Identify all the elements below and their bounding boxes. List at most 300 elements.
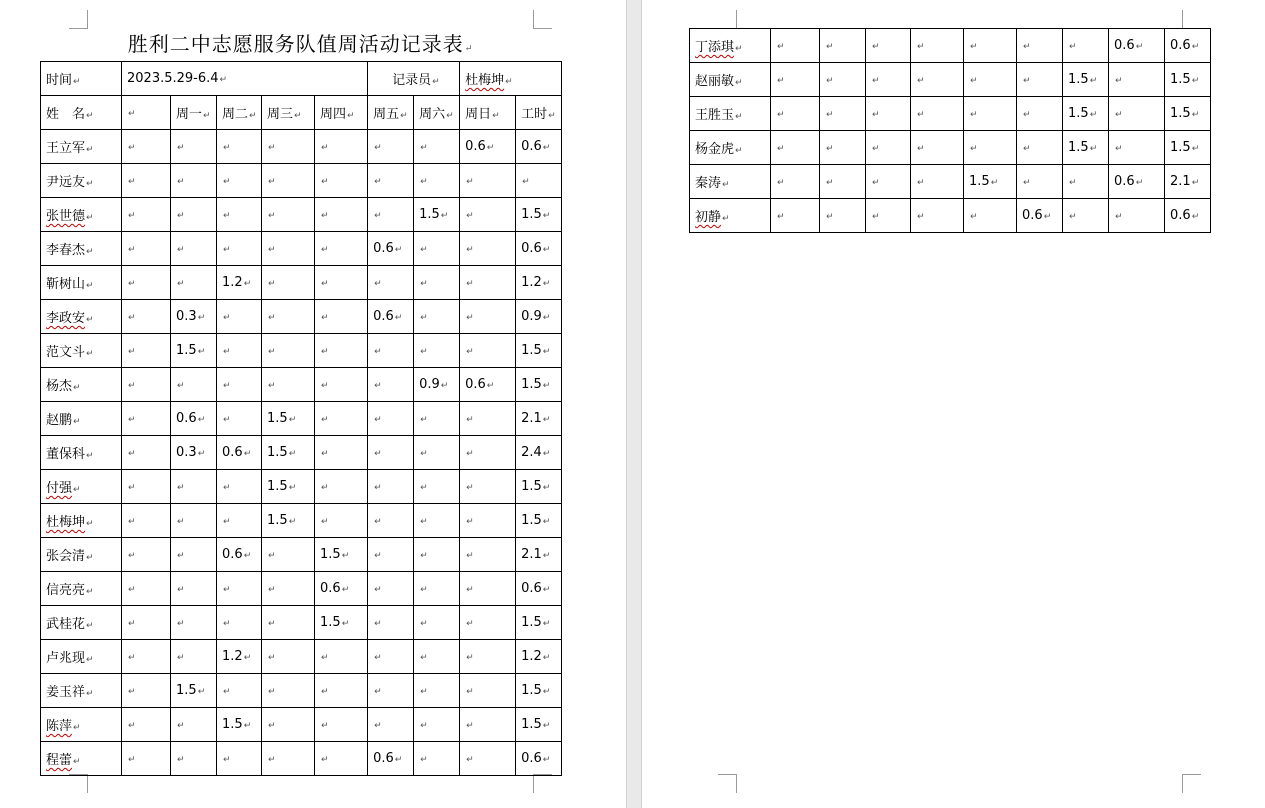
day-hours-cell[interactable] (414, 300, 460, 334)
day-hours-cell[interactable] (866, 165, 911, 199)
day-hours-cell[interactable] (460, 402, 516, 436)
day-hours-cell[interactable] (315, 334, 368, 368)
day-hours-cell[interactable] (820, 29, 866, 63)
volunteer-name-cell[interactable] (41, 708, 122, 742)
hours-total-cell[interactable] (516, 300, 562, 334)
day-hours-cell[interactable] (866, 131, 911, 165)
day-hours-cell[interactable] (368, 402, 414, 436)
day-hours-cell[interactable] (122, 164, 171, 198)
volunteer-name-cell[interactable] (41, 640, 122, 674)
day-hours-cell[interactable] (460, 470, 516, 504)
volunteer-name-cell[interactable] (41, 538, 122, 572)
day-hours-cell[interactable] (262, 436, 315, 470)
day-hours-cell[interactable] (1063, 131, 1109, 165)
day-hours-cell[interactable] (460, 300, 516, 334)
day-hours-cell[interactable] (217, 198, 262, 232)
day-hours-cell[interactable] (460, 538, 516, 572)
hours-total-cell[interactable] (516, 742, 562, 776)
paragraph-mark-icon: ↵ (321, 279, 329, 289)
day-hours-cell[interactable] (414, 232, 460, 266)
day-hours-cell[interactable] (820, 199, 866, 233)
hours-total-cell[interactable] (516, 198, 562, 232)
volunteer-name-cell[interactable] (690, 165, 771, 199)
day-hours-cell[interactable] (122, 470, 171, 504)
hours-total-cell[interactable] (1165, 131, 1211, 165)
day-hours-cell[interactable] (262, 674, 315, 708)
time-label[interactable]: 时间↵ (41, 62, 122, 96)
day-hours-cell[interactable] (820, 97, 866, 131)
day-hours-cell[interactable] (1063, 165, 1109, 199)
day-hours-cell[interactable] (820, 63, 866, 97)
day-hours-cell[interactable] (460, 640, 516, 674)
day-hours-cell-text: 0.6 (222, 547, 243, 562)
volunteer-name-cell[interactable] (41, 198, 122, 232)
volunteer-name-cell[interactable] (41, 130, 122, 164)
day-hours-cell[interactable] (964, 131, 1017, 165)
day-hours-cell[interactable] (315, 640, 368, 674)
day-hours-cell[interactable] (1017, 165, 1063, 199)
day-hours-cell[interactable] (368, 640, 414, 674)
day-hours-cell[interactable] (171, 708, 217, 742)
day-hours-cell[interactable] (368, 742, 414, 776)
day-hours-cell[interactable] (771, 29, 820, 63)
hours-total-cell[interactable] (1165, 29, 1211, 63)
day-hours-cell[interactable] (414, 538, 460, 572)
hours-total-cell[interactable] (1165, 199, 1211, 233)
day-hours-cell[interactable] (171, 674, 217, 708)
hours-total-cell[interactable] (516, 232, 562, 266)
paragraph-mark-icon: ↵ (73, 77, 81, 87)
day-hours-cell[interactable] (414, 640, 460, 674)
day-hours-cell[interactable] (262, 538, 315, 572)
day-hours-cell[interactable] (315, 674, 368, 708)
day-hours-cell[interactable] (460, 436, 516, 470)
day-hours-cell[interactable] (1017, 63, 1063, 97)
hours-total-cell[interactable] (516, 538, 562, 572)
day-hours-cell[interactable] (368, 572, 414, 606)
day-hours-cell[interactable] (315, 130, 368, 164)
day-hours-cell[interactable] (217, 470, 262, 504)
paragraph-mark-icon: ↵ (321, 143, 329, 153)
day-hours-cell[interactable] (262, 708, 315, 742)
day-hours-cell[interactable] (414, 130, 460, 164)
day-hours-cell[interactable] (911, 63, 964, 97)
paragraph-mark-icon: ↵ (466, 551, 474, 561)
day-hours-cell[interactable] (911, 199, 964, 233)
time-value[interactable]: 2023.5.29-6.4↵ (122, 62, 368, 96)
day-hours-cell[interactable] (262, 198, 315, 232)
day-hours-cell[interactable] (460, 368, 516, 402)
day-hours-cell[interactable] (315, 538, 368, 572)
volunteer-name-cell[interactable] (41, 572, 122, 606)
day-hours-cell[interactable] (315, 266, 368, 300)
day-hours-cell[interactable] (414, 198, 460, 232)
day-hours-cell[interactable] (315, 300, 368, 334)
day-hours-cell[interactable] (1063, 97, 1109, 131)
day-hours-cell[interactable] (911, 131, 964, 165)
volunteer-name-cell[interactable] (41, 368, 122, 402)
day-hours-cell[interactable] (315, 402, 368, 436)
hours-total-cell[interactable] (516, 402, 562, 436)
header-cell-text: 工时 (521, 107, 548, 122)
hours-total-cell-text: 1.5 (521, 377, 542, 392)
day-hours-cell[interactable] (820, 131, 866, 165)
paragraph-mark-icon: ↵ (1023, 178, 1031, 188)
day-hours-cell[interactable] (262, 300, 315, 334)
hours-total-cell[interactable] (516, 436, 562, 470)
day-hours-cell[interactable] (171, 606, 217, 640)
day-hours-cell[interactable] (171, 640, 217, 674)
volunteer-name-cell[interactable] (41, 470, 122, 504)
volunteer-name-cell[interactable] (41, 436, 122, 470)
paragraph-mark-icon: ↵ (321, 313, 329, 323)
day-hours-cell[interactable] (368, 266, 414, 300)
day-hours-cell[interactable] (368, 232, 414, 266)
hours-total-cell[interactable] (516, 606, 562, 640)
day-hours-cell[interactable] (460, 164, 516, 198)
header-cell[interactable] (460, 96, 516, 130)
day-hours-cell[interactable] (1063, 29, 1109, 63)
day-hours-cell[interactable] (122, 674, 171, 708)
day-hours-cell[interactable] (368, 674, 414, 708)
volunteer-name-cell[interactable] (41, 674, 122, 708)
day-hours-cell[interactable] (217, 164, 262, 198)
day-hours-cell[interactable] (217, 334, 262, 368)
day-hours-cell[interactable] (1017, 97, 1063, 131)
day-hours-cell[interactable] (1109, 131, 1165, 165)
day-hours-cell[interactable] (1109, 165, 1165, 199)
header-cell[interactable] (368, 96, 414, 130)
day-hours-cell-text: 1.5 (320, 547, 341, 562)
day-hours-cell[interactable] (171, 742, 217, 776)
hours-total-cell-text: 1.5 (521, 683, 542, 698)
day-hours-cell[interactable] (122, 504, 171, 538)
day-hours-cell[interactable] (368, 368, 414, 402)
day-hours-cell[interactable] (771, 97, 820, 131)
day-hours-cell[interactable] (460, 742, 516, 776)
header-cell-text: 周一 (176, 107, 203, 122)
day-hours-cell[interactable] (217, 640, 262, 674)
day-hours-cell[interactable] (866, 63, 911, 97)
day-hours-cell[interactable] (911, 97, 964, 131)
header-cell[interactable] (315, 96, 368, 130)
day-hours-cell[interactable] (315, 232, 368, 266)
day-hours-cell[interactable] (460, 708, 516, 742)
volunteer-name-cell[interactable] (41, 300, 122, 334)
day-hours-cell[interactable] (460, 198, 516, 232)
paragraph-mark-icon: ↵ (268, 619, 276, 629)
hours-total-cell[interactable] (1165, 97, 1211, 131)
day-hours-cell[interactable] (262, 368, 315, 402)
day-hours-cell[interactable] (771, 165, 820, 199)
paragraph-mark-icon: ↵ (223, 177, 231, 187)
day-hours-cell[interactable] (171, 164, 217, 198)
day-hours-cell[interactable] (217, 436, 262, 470)
day-hours-cell[interactable] (122, 266, 171, 300)
day-hours-cell[interactable] (368, 538, 414, 572)
day-hours-cell[interactable] (820, 165, 866, 199)
table-row (41, 708, 562, 742)
day-hours-cell[interactable] (217, 266, 262, 300)
day-hours-cell[interactable] (460, 572, 516, 606)
volunteer-name-cell[interactable] (690, 29, 771, 63)
day-hours-cell[interactable] (122, 572, 171, 606)
volunteer-name-cell[interactable] (690, 97, 771, 131)
day-hours-cell[interactable] (460, 130, 516, 164)
day-hours-cell[interactable] (1109, 97, 1165, 131)
day-hours-cell[interactable] (460, 504, 516, 538)
day-hours-cell[interactable] (122, 334, 171, 368)
day-hours-cell[interactable] (771, 199, 820, 233)
day-hours-cell[interactable] (217, 742, 262, 776)
hours-total-cell[interactable] (516, 130, 562, 164)
day-hours-cell[interactable] (1017, 131, 1063, 165)
paragraph-mark-icon: ↵ (917, 110, 925, 120)
day-hours-cell[interactable] (122, 640, 171, 674)
day-hours-cell[interactable] (866, 199, 911, 233)
day-hours-cell[interactable] (315, 742, 368, 776)
day-hours-cell[interactable] (315, 572, 368, 606)
recorder-value[interactable]: 杜梅坤↵ (460, 62, 562, 96)
hours-total-cell[interactable] (516, 504, 562, 538)
day-hours-cell[interactable] (217, 504, 262, 538)
day-hours-cell[interactable] (262, 504, 315, 538)
day-hours-cell[interactable] (171, 334, 217, 368)
day-hours-cell[interactable] (1109, 63, 1165, 97)
volunteer-name-cell-text: 武桂花 (46, 617, 86, 632)
day-hours-cell[interactable] (414, 504, 460, 538)
day-hours-cell[interactable] (262, 164, 315, 198)
day-hours-cell[interactable] (217, 300, 262, 334)
day-hours-cell[interactable] (414, 436, 460, 470)
paragraph-mark-icon: ↵ (542, 211, 551, 221)
day-hours-cell[interactable] (262, 572, 315, 606)
day-hours-cell[interactable] (171, 402, 217, 436)
hours-total-cell[interactable] (1165, 63, 1211, 97)
day-hours-cell[interactable] (368, 130, 414, 164)
paragraph-mark-icon: ↵ (268, 551, 276, 561)
day-hours-cell[interactable] (1017, 29, 1063, 63)
paragraph-mark-icon: ↵ (872, 110, 880, 120)
day-hours-cell[interactable] (262, 232, 315, 266)
day-hours-cell[interactable] (368, 436, 414, 470)
day-hours-cell[interactable] (122, 402, 171, 436)
paragraph-mark-icon: ↵ (1023, 110, 1031, 120)
hours-total-cell[interactable] (1165, 165, 1211, 199)
day-hours-cell[interactable] (414, 266, 460, 300)
day-hours-cell[interactable] (171, 232, 217, 266)
volunteer-name-cell[interactable] (690, 131, 771, 165)
day-hours-cell[interactable] (217, 708, 262, 742)
day-hours-cell[interactable] (1109, 199, 1165, 233)
day-hours-cell[interactable] (122, 436, 171, 470)
day-hours-cell[interactable] (122, 232, 171, 266)
day-hours-cell[interactable] (368, 300, 414, 334)
day-hours-cell[interactable] (217, 606, 262, 640)
header-cell[interactable] (516, 96, 562, 130)
day-hours-cell[interactable] (460, 266, 516, 300)
hours-total-cell[interactable] (516, 640, 562, 674)
hours-total-cell[interactable] (516, 708, 562, 742)
day-hours-cell[interactable] (414, 164, 460, 198)
day-hours-cell[interactable] (368, 504, 414, 538)
hours-total-cell[interactable] (516, 368, 562, 402)
volunteer-name-cell[interactable] (41, 504, 122, 538)
day-hours-cell[interactable] (771, 63, 820, 97)
paragraph-mark-icon: ↵ (917, 144, 925, 154)
volunteer-name-cell[interactable] (690, 199, 771, 233)
paragraph-mark-icon: ↵ (970, 76, 978, 86)
day-hours-cell[interactable] (866, 29, 911, 63)
volunteer-name-cell[interactable] (41, 164, 122, 198)
record-table[interactable] (40, 61, 562, 776)
day-hours-cell[interactable] (315, 436, 368, 470)
day-hours-cell[interactable] (122, 708, 171, 742)
day-hours-cell[interactable] (262, 606, 315, 640)
paragraph-mark-icon: ↵ (128, 551, 136, 561)
day-hours-cell[interactable] (171, 198, 217, 232)
crop-mark (1182, 774, 1201, 793)
hours-total-cell[interactable] (516, 674, 562, 708)
volunteer-name-cell[interactable] (41, 334, 122, 368)
header-cell[interactable] (262, 96, 315, 130)
day-hours-cell[interactable] (1063, 63, 1109, 97)
day-hours-cell[interactable] (262, 130, 315, 164)
day-hours-cell[interactable] (315, 368, 368, 402)
day-hours-cell[interactable] (122, 198, 171, 232)
day-hours-cell[interactable] (122, 538, 171, 572)
paragraph-mark-icon: ↵ (542, 347, 551, 357)
day-hours-cell[interactable] (315, 164, 368, 198)
day-hours-cell[interactable] (315, 504, 368, 538)
recorder-label[interactable]: 记录员↵ (368, 62, 460, 96)
day-hours-cell[interactable] (414, 368, 460, 402)
day-hours-cell[interactable] (171, 470, 217, 504)
day-hours-cell[interactable] (171, 130, 217, 164)
day-hours-cell[interactable] (217, 368, 262, 402)
day-hours-cell[interactable] (964, 63, 1017, 97)
header-cell[interactable] (171, 96, 217, 130)
paragraph-mark-icon: ↵ (420, 449, 428, 459)
day-hours-cell[interactable] (171, 300, 217, 334)
day-hours-cell[interactable] (368, 606, 414, 640)
hours-total-cell[interactable] (516, 572, 562, 606)
day-hours-cell[interactable] (171, 266, 217, 300)
paragraph-mark-icon: ↵ (177, 755, 185, 765)
header-cell[interactable] (414, 96, 460, 130)
day-hours-cell[interactable] (866, 97, 911, 131)
day-hours-cell[interactable] (217, 538, 262, 572)
paragraph-mark-icon: ↵ (128, 245, 136, 255)
day-hours-cell[interactable] (414, 402, 460, 436)
day-hours-cell[interactable] (315, 470, 368, 504)
day-hours-cell[interactable] (1109, 29, 1165, 63)
volunteer-name-cell[interactable] (41, 742, 122, 776)
header-cell[interactable] (122, 96, 171, 130)
day-hours-cell[interactable] (262, 742, 315, 776)
day-hours-cell[interactable] (122, 742, 171, 776)
day-hours-cell[interactable] (171, 504, 217, 538)
day-hours-cell[interactable] (262, 334, 315, 368)
day-hours-cell[interactable] (122, 130, 171, 164)
day-hours-cell[interactable] (217, 572, 262, 606)
volunteer-name-cell[interactable] (41, 402, 122, 436)
day-hours-cell[interactable] (217, 674, 262, 708)
day-hours-cell[interactable] (964, 29, 1017, 63)
day-hours-cell[interactable] (414, 674, 460, 708)
day-hours-cell[interactable] (414, 334, 460, 368)
day-hours-cell[interactable] (964, 199, 1017, 233)
day-hours-cell[interactable] (262, 470, 315, 504)
day-hours-cell[interactable] (122, 300, 171, 334)
header-cell[interactable] (41, 96, 122, 130)
day-hours-cell[interactable] (122, 368, 171, 402)
day-hours-cell[interactable] (460, 606, 516, 640)
day-hours-cell[interactable] (368, 198, 414, 232)
day-hours-cell[interactable] (122, 606, 171, 640)
day-hours-cell[interactable] (368, 470, 414, 504)
day-hours-cell[interactable] (414, 606, 460, 640)
header-cell[interactable] (217, 96, 262, 130)
paragraph-mark-icon: ↵ (486, 381, 495, 391)
day-hours-cell[interactable] (460, 674, 516, 708)
paragraph-mark-icon: ↵ (321, 653, 329, 663)
day-hours-cell[interactable] (171, 572, 217, 606)
hours-total-cell[interactable] (516, 470, 562, 504)
volunteer-name-cell[interactable] (41, 606, 122, 640)
day-hours-cell[interactable] (1063, 199, 1109, 233)
paragraph-mark-icon: ↵ (128, 279, 136, 289)
day-hours-cell[interactable] (964, 165, 1017, 199)
day-hours-cell[interactable] (262, 266, 315, 300)
day-hours-cell[interactable] (911, 165, 964, 199)
paragraph-mark-icon: ↵ (466, 449, 474, 459)
hours-total-cell[interactable] (516, 334, 562, 368)
day-hours-cell[interactable] (262, 640, 315, 674)
day-hours-cell[interactable] (460, 232, 516, 266)
day-hours-cell[interactable] (414, 708, 460, 742)
day-hours-cell[interactable] (771, 131, 820, 165)
day-hours-cell[interactable] (217, 232, 262, 266)
day-hours-cell[interactable] (217, 402, 262, 436)
day-hours-cell[interactable] (171, 436, 217, 470)
day-hours-cell[interactable] (460, 334, 516, 368)
paragraph-mark-icon: ↵ (420, 755, 428, 765)
day-hours-cell[interactable] (414, 742, 460, 776)
day-hours-cell[interactable] (911, 29, 964, 63)
day-hours-cell[interactable] (414, 572, 460, 606)
day-hours-cell[interactable] (414, 470, 460, 504)
volunteer-name-cell[interactable] (690, 63, 771, 97)
day-hours-cell[interactable] (315, 708, 368, 742)
day-hours-cell[interactable] (171, 538, 217, 572)
day-hours-cell[interactable] (315, 198, 368, 232)
day-hours-cell[interactable] (368, 164, 414, 198)
volunteer-name-cell[interactable] (41, 266, 122, 300)
day-hours-cell[interactable] (368, 708, 414, 742)
day-hours-cell[interactable] (171, 368, 217, 402)
day-hours-cell[interactable] (964, 97, 1017, 131)
record-table-continued[interactable] (689, 28, 1211, 233)
day-hours-cell[interactable] (315, 606, 368, 640)
day-hours-cell[interactable] (368, 334, 414, 368)
day-hours-cell[interactable] (217, 130, 262, 164)
volunteer-name-cell[interactable] (41, 232, 122, 266)
day-hours-cell[interactable] (262, 402, 315, 436)
day-hours-cell[interactable] (1017, 199, 1063, 233)
hours-total-cell[interactable] (516, 164, 562, 198)
hours-total-cell[interactable] (516, 266, 562, 300)
